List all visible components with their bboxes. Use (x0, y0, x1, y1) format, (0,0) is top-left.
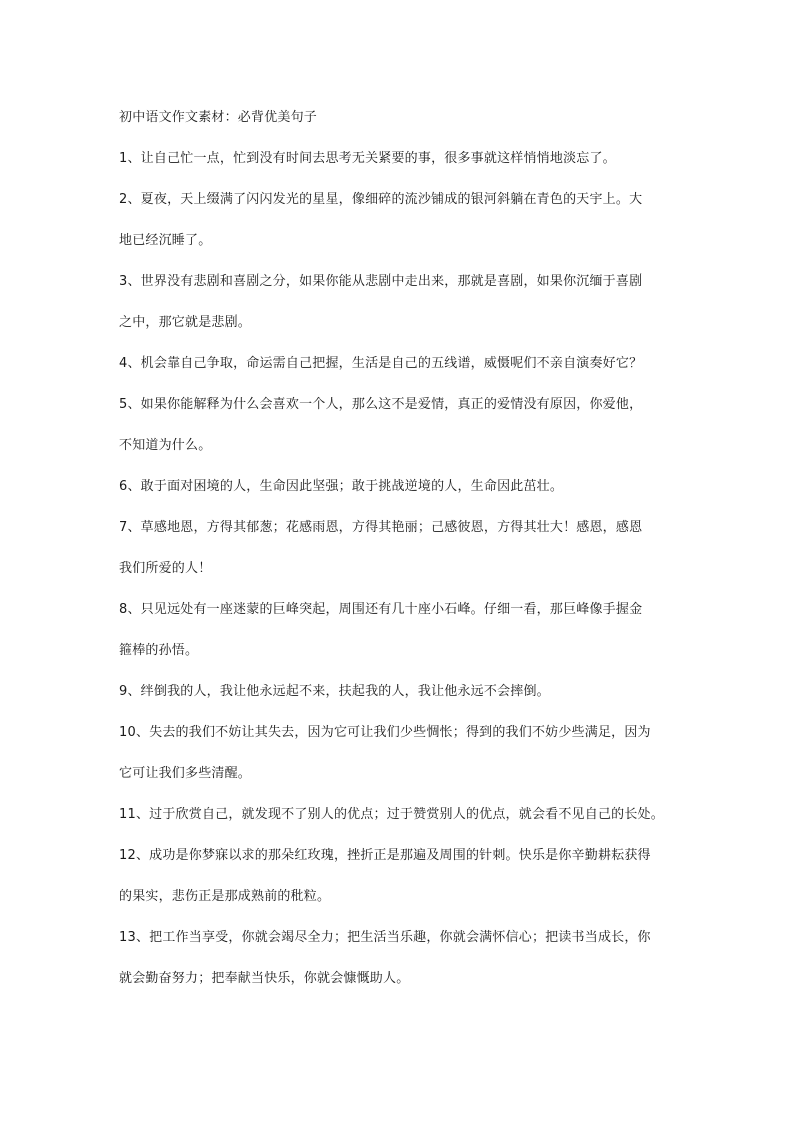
document-title: 初中语文作文素材：必背优美句子 (119, 110, 318, 125)
sentence-line: 3、世界没有悲剧和喜剧之分，如果你能从悲剧中走出来，那就是喜剧，如果你沉缅于喜剧 (119, 274, 643, 289)
sentence-line: 就会勤奋努力；把奉献当快乐，你就会慷慨助人。 (119, 971, 410, 986)
sentence-item (119, 805, 679, 824)
sentence-line: 7、草感地恩，方得其郁葱；花感雨恩，方得其艳丽；己感彼恩，方得其壮大！感恩，感恩 (119, 520, 643, 535)
sentence-item (119, 149, 679, 168)
sentence-line: 10、失去的我们不妨让其失去，因为它可让我们少些惆怅；得到的我们不妨少些满足，因为 (119, 725, 651, 740)
sentence-line: 地已经沉睡了。 (119, 233, 212, 248)
sentence-line: 它可让我们多些清醒。 (119, 766, 252, 781)
sentence-item (119, 395, 679, 455)
sentence-item (119, 272, 679, 332)
sentence-list (119, 149, 679, 988)
sentence-line: 5、如果你能解释为什么会喜欢一个人，那么这不是爱情，真正的爱情没有原因，你爱他， (119, 397, 643, 412)
document-body (119, 108, 679, 1010)
sentence-line: 我们所爱的人！ (119, 561, 212, 576)
sentence-item (119, 190, 679, 250)
sentence-line: 6、敢于面对困境的人，生命因此坚强；敢于挑战逆境的人，生命因此茁壮。 (119, 479, 564, 494)
sentence-line: 4、机会靠自己争取，命运需自己把握，生活是自己的五线谱，威慑呢们不亲自演奏好它？ (119, 356, 643, 371)
sentence-line: 12、成功是你梦寐以求的那朵红玫瑰，挫折正是那遍及周围的针刺。快乐是你辛勤耕耘获得 (119, 848, 651, 863)
sentence-line: 13、把工作当享受，你就会竭尽全力；把生活当乐趣，你就会满怀信心；把读书当成长，你 (119, 930, 651, 945)
sentence-line: 11、过于欣赏自己，就发现不了别人的优点；过于赞赏别人的优点，就会看不见自己的长处。 (119, 807, 664, 822)
sentence-line: 不知道为什么。 (119, 438, 212, 453)
sentence-item (119, 846, 679, 906)
sentence-line: 8、只见远处有一座迷蒙的巨峰突起，周围还有几十座小石峰。仔细一看，那巨峰像手握金 (119, 602, 643, 617)
sentence-item (119, 600, 679, 660)
sentence-item (119, 928, 679, 988)
sentence-item (119, 518, 679, 578)
sentence-line: 9、绊倒我的人，我让他永远起不来，扶起我的人，我让他永远不会摔倒。 (119, 684, 550, 699)
sentence-item (119, 682, 679, 701)
sentence-line: 之中，那它就是悲剧。 (119, 315, 252, 330)
sentence-item (119, 477, 679, 496)
sentence-line: 2、夏夜，天上缀满了闪闪发光的星星，像细碎的流沙铺成的银河斜躺在青色的天宇上。大 (119, 192, 643, 207)
sentence-item (119, 354, 679, 373)
sentence-item (119, 723, 679, 783)
sentence-line: 箍棒的孙悟。 (119, 643, 199, 658)
sentence-line: 的果实，悲伤正是那成熟前的秕粒。 (119, 889, 331, 904)
sentence-line: 1、让自己忙一点，忙到没有时间去思考无关紧要的事，很多事就这样悄悄地淡忘了。 (119, 151, 616, 166)
